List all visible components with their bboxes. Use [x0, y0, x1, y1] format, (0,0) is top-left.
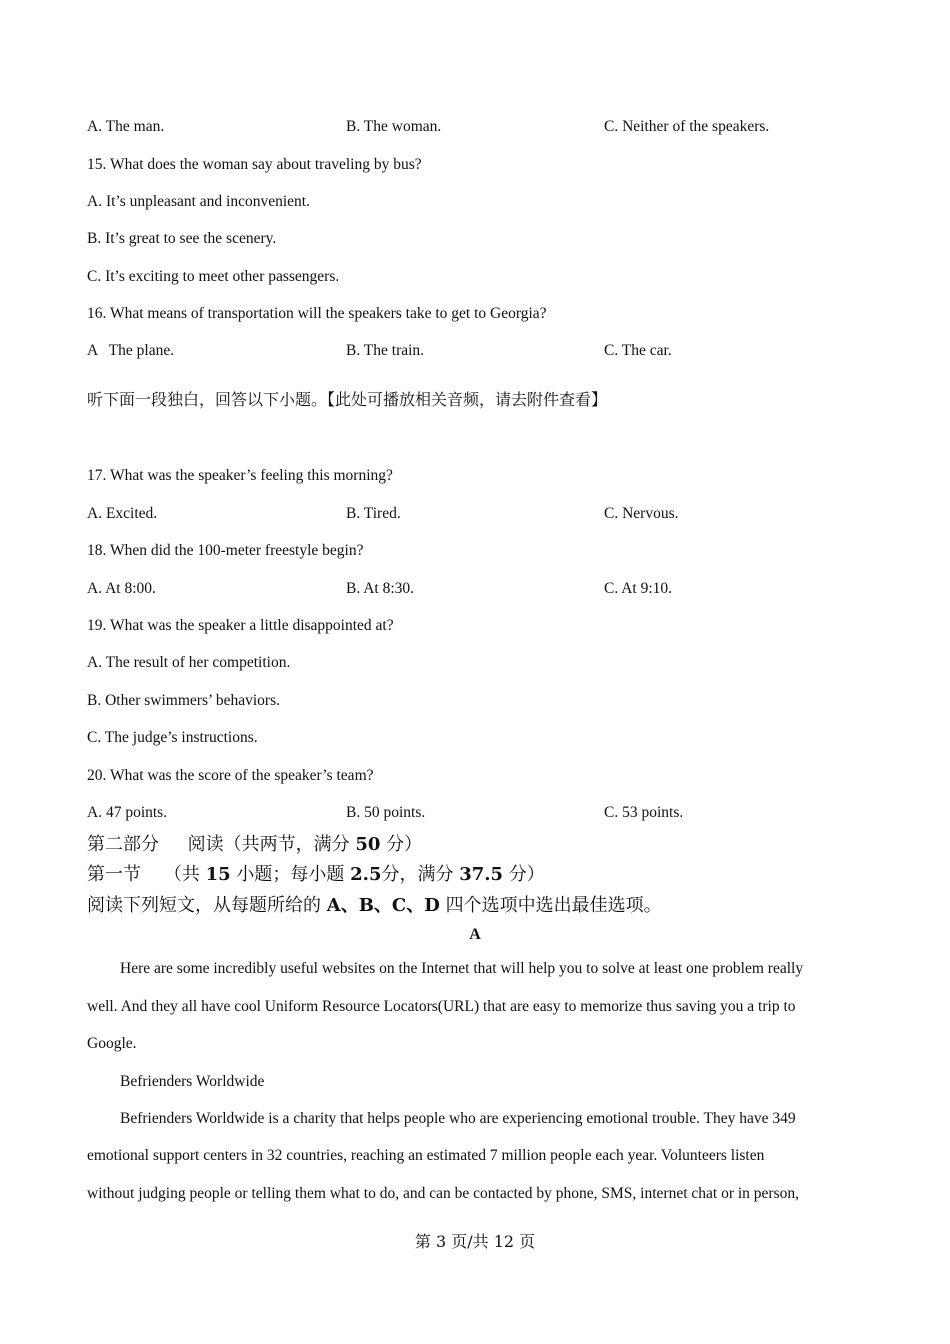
q19-option-c: C. The judge’s instructions. [87, 729, 258, 746]
q18-option-b: B. At 8:30. [346, 580, 415, 597]
page-footer: 第 3 页/共 12 页 [414, 1232, 536, 1251]
reading-instruction [87, 894, 662, 918]
section1-t3: 分，满分 [381, 864, 454, 885]
q17-option-a: A. Excited. [87, 505, 158, 522]
q20-question: 20. What was the score of the speaker’s team? [87, 767, 374, 784]
section1-label: 第一节 [87, 864, 141, 885]
q18-option-c: C. At 9:10. [604, 580, 673, 597]
q16-option-b: B. The train. [346, 342, 425, 359]
q16-option-c: C. The car. [604, 342, 672, 359]
q20-option-b: B. 50 points. [346, 804, 426, 821]
part2-score: 50 [355, 834, 381, 855]
passage-p1-line3: Google. [87, 1035, 137, 1052]
section1-t1: （共 [163, 864, 200, 885]
q16-option-a: A The plane. [87, 342, 175, 359]
passage-p1-line2: well. And they all have cool Uniform Resource Locators(URL) that are easy to memorize thus saving you a trip to [87, 998, 796, 1015]
section1-each: 2.5 [350, 864, 382, 885]
q18-option-a: A. At 8:00. [87, 580, 156, 597]
section1-heading [87, 863, 545, 887]
q14-option-c: C. Neither of the speakers. [604, 118, 770, 135]
q18-question: 18. When did the 100-meter freestyle begin? [87, 542, 364, 559]
reading-instruction-t1: 阅读下列短文，从每题所给的 [87, 895, 321, 916]
section1-t2: 小题；每小题 [236, 864, 345, 885]
q15-option-b: B. It’s great to see the scenery. [87, 230, 277, 247]
passage-p1-line1: Here are some incredibly useful websites on the Internet that will help you to solve at least one problem really [120, 960, 804, 977]
q20-option-c: C. 53 points. [604, 804, 684, 821]
passage-subheading: Befrienders Worldwide [120, 1073, 265, 1090]
part2-title-a: 阅读（共两节，满分 [187, 834, 350, 855]
q20-option-a: A. 47 points. [87, 804, 168, 821]
q19-option-b: B. Other swimmers’ behaviors. [87, 692, 280, 709]
q17-option-c: C. Nervous. [604, 505, 679, 522]
q15-question: 15. What does the woman say about traveling by bus? [87, 156, 422, 173]
section1-total: 37.5 [459, 864, 504, 885]
section1-t4: 分） [508, 864, 545, 885]
passage-p2-line3: without judging people or telling them what to do, and can be contacted by phone, SMS, internet chat or in person, [87, 1185, 799, 1202]
passage-p2-line1: Befrienders Worldwide is a charity that helps people who are experiencing emotional trouble. They have 349 [120, 1110, 796, 1127]
q15-option-a: A. It’s unpleasant and inconvenient. [87, 193, 310, 210]
q16-question: 16. What means of transportation will the speakers take to get to Georgia? [87, 305, 547, 322]
q14-option-a: A. The man. [87, 118, 165, 135]
q17-option-b: B. Tired. [346, 505, 401, 522]
part2-label: 第二部分 [87, 834, 159, 855]
passage-p2-line2: emotional support centers in 32 countries, reaching an estimated 7 million people each year. Volunteers listen [87, 1147, 765, 1164]
part2-title-b: 分） [386, 834, 423, 855]
passage-heading: A [469, 926, 481, 943]
monologue-instruction: 听下面一段独白，回答以下小题。【此处可播放相关音频，请去附件查看】 [87, 390, 608, 409]
section1-count: 15 [205, 864, 231, 885]
reading-instruction-t2: 四个选项中选出最佳选项。 [445, 895, 662, 916]
part2-heading [87, 833, 422, 857]
reading-instruction-choices: A、B、C、D [326, 895, 440, 916]
q17-question: 17. What was the speaker’s feeling this morning? [87, 467, 393, 484]
q15-option-c: C. It’s exciting to meet other passengers. [87, 268, 340, 285]
q19-option-a: A. The result of her competition. [87, 654, 291, 671]
q19-question: 19. What was the speaker a little disappointed at? [87, 617, 394, 634]
q14-option-b: B. The woman. [346, 118, 442, 135]
